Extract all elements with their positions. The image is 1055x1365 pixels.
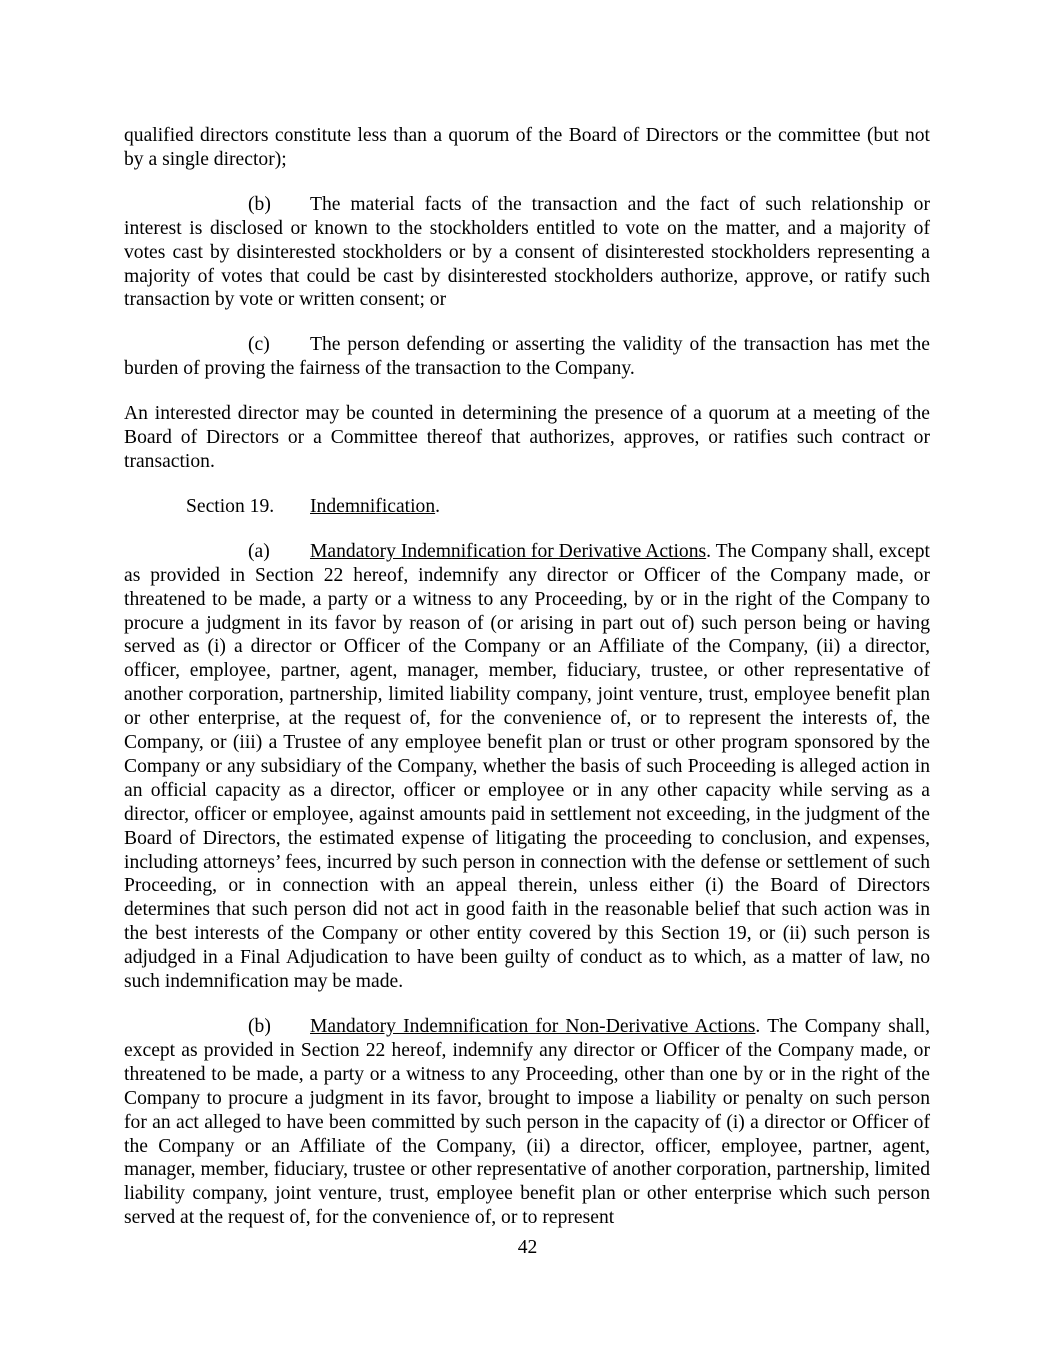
- paragraph-text: The material facts of the transaction and the fact of such relationship or interest is disclosed or known to the stockholders entitled to vote on the matter, and a majority of votes cast by disinterested stockholders or by a consent of disinterested stockholders representing a majority of votes that could be cast by disinterested stockholders authorize, approve, or ratify such transaction by vote or written consent; or: [124, 193, 930, 311]
- section-19-heading: [124, 495, 930, 519]
- subsection-label: (b): [248, 1016, 271, 1037]
- paragraph-text: . The Company shall, except as provided in Section 22 hereof, indemnify any director or Officer of the Company made, or threatened to be made, a party or a witness to any Proceeding, other than one by or in the right of the Company to procure a judgment in its favor, brought to impose a liability or penalty on such person for an act alleged to have been committed by such person in the capacity of (i) a director or Officer of the Company or an Affiliate of the Company, (ii) a director, officer, employee, partner, agent, manager, member, fiduciary, trustee or other representative of another corporation, partnership, limited liability company, joint venture, trust, employee benefit plan or other enterprise which such person served at the request of, for the convenience of, or to represent: [124, 1016, 930, 1229]
- paragraph-19a-derivative-actions: [124, 540, 930, 994]
- paragraph-text: The person defending or asserting the validity of the transaction has met the burden of proving the fairness of the transaction to the Company.: [124, 334, 930, 380]
- section-title-punctuation: .: [435, 495, 441, 517]
- paragraph-b-stockholder-approval: [124, 193, 930, 313]
- section-label: Section 19.: [186, 495, 275, 517]
- paragraph-continuation: qualified directors constitute less than a quorum of the Board of Directors or the committee (but not by a single director);: [124, 125, 930, 170]
- page-number: 42: [517, 1237, 538, 1258]
- paragraph-c-fairness: [124, 333, 930, 381]
- paragraph-interested-director: An interested director may be counted in determining the presence of a quorum at a meeting of the Board of Directors or a Committee thereof that authorizes, approves, or ratifies such contract or transaction.: [124, 403, 930, 472]
- subsection-heading: Mandatory Indemnification for Derivative Actions: [310, 540, 707, 562]
- subsection-heading: Mandatory Indemnification for Non-Derivative Actions: [310, 1016, 756, 1037]
- paragraph-19b-non-derivative-actions: [124, 1015, 930, 1230]
- paragraph-text: . The Company shall, except as provided in Section 22 hereof, indemnify any director or Officer of the Company made, or threatened to be made, a party or a witness to any Proceeding, by or in the right of the Company to procure a judgment in its favor by reason of (or arising in part out of) such person being or having served as (i) a director or Officer of the Company or an Affiliate of the Company, (ii) a director, officer, employee, partner, agent, manager, member, fiduciary, trustee, or other representative of another corporation, partnership, limited liability company, joint venture, trust, employee benefit plan or other enterprise, at the request of, for the convenience of, or to represent the interests of, the Company, or (iii) a Trustee of any employee benefit plan or trust or other program sponsored by the Company or any subsidiary of the Company, whether the basis of such Proceeding is alleged action in an official capacity as a director, officer or employee or in any other capacity while serving as a director, officer or employee, against amounts paid in settlement not exceeding, in the judgment of the Board of Directors, the estimated expense of litigating the proceeding to conclusion, and expenses, including attorneys’ fees, incurred by such person in connection with the defense or settlement of such Proceeding, or in connection with an appeal therein, unless either (i) the Board of Directors determines that such person did not act in good faith in the reasonable belief that such action was in the best interests of the Company or other entity covered by this Section 19, or (ii) such person is adjudged in a Final Adjudication to have been guilty of conduct as to which, as a matter of law, no such indemnification may be made.: [124, 540, 930, 993]
- section-title: Indemnification: [310, 495, 436, 517]
- subsection-label: (b): [248, 193, 271, 215]
- subsection-label: (a): [248, 540, 270, 562]
- document-page: [124, 124, 930, 1251]
- subsection-label: (c): [248, 334, 270, 356]
